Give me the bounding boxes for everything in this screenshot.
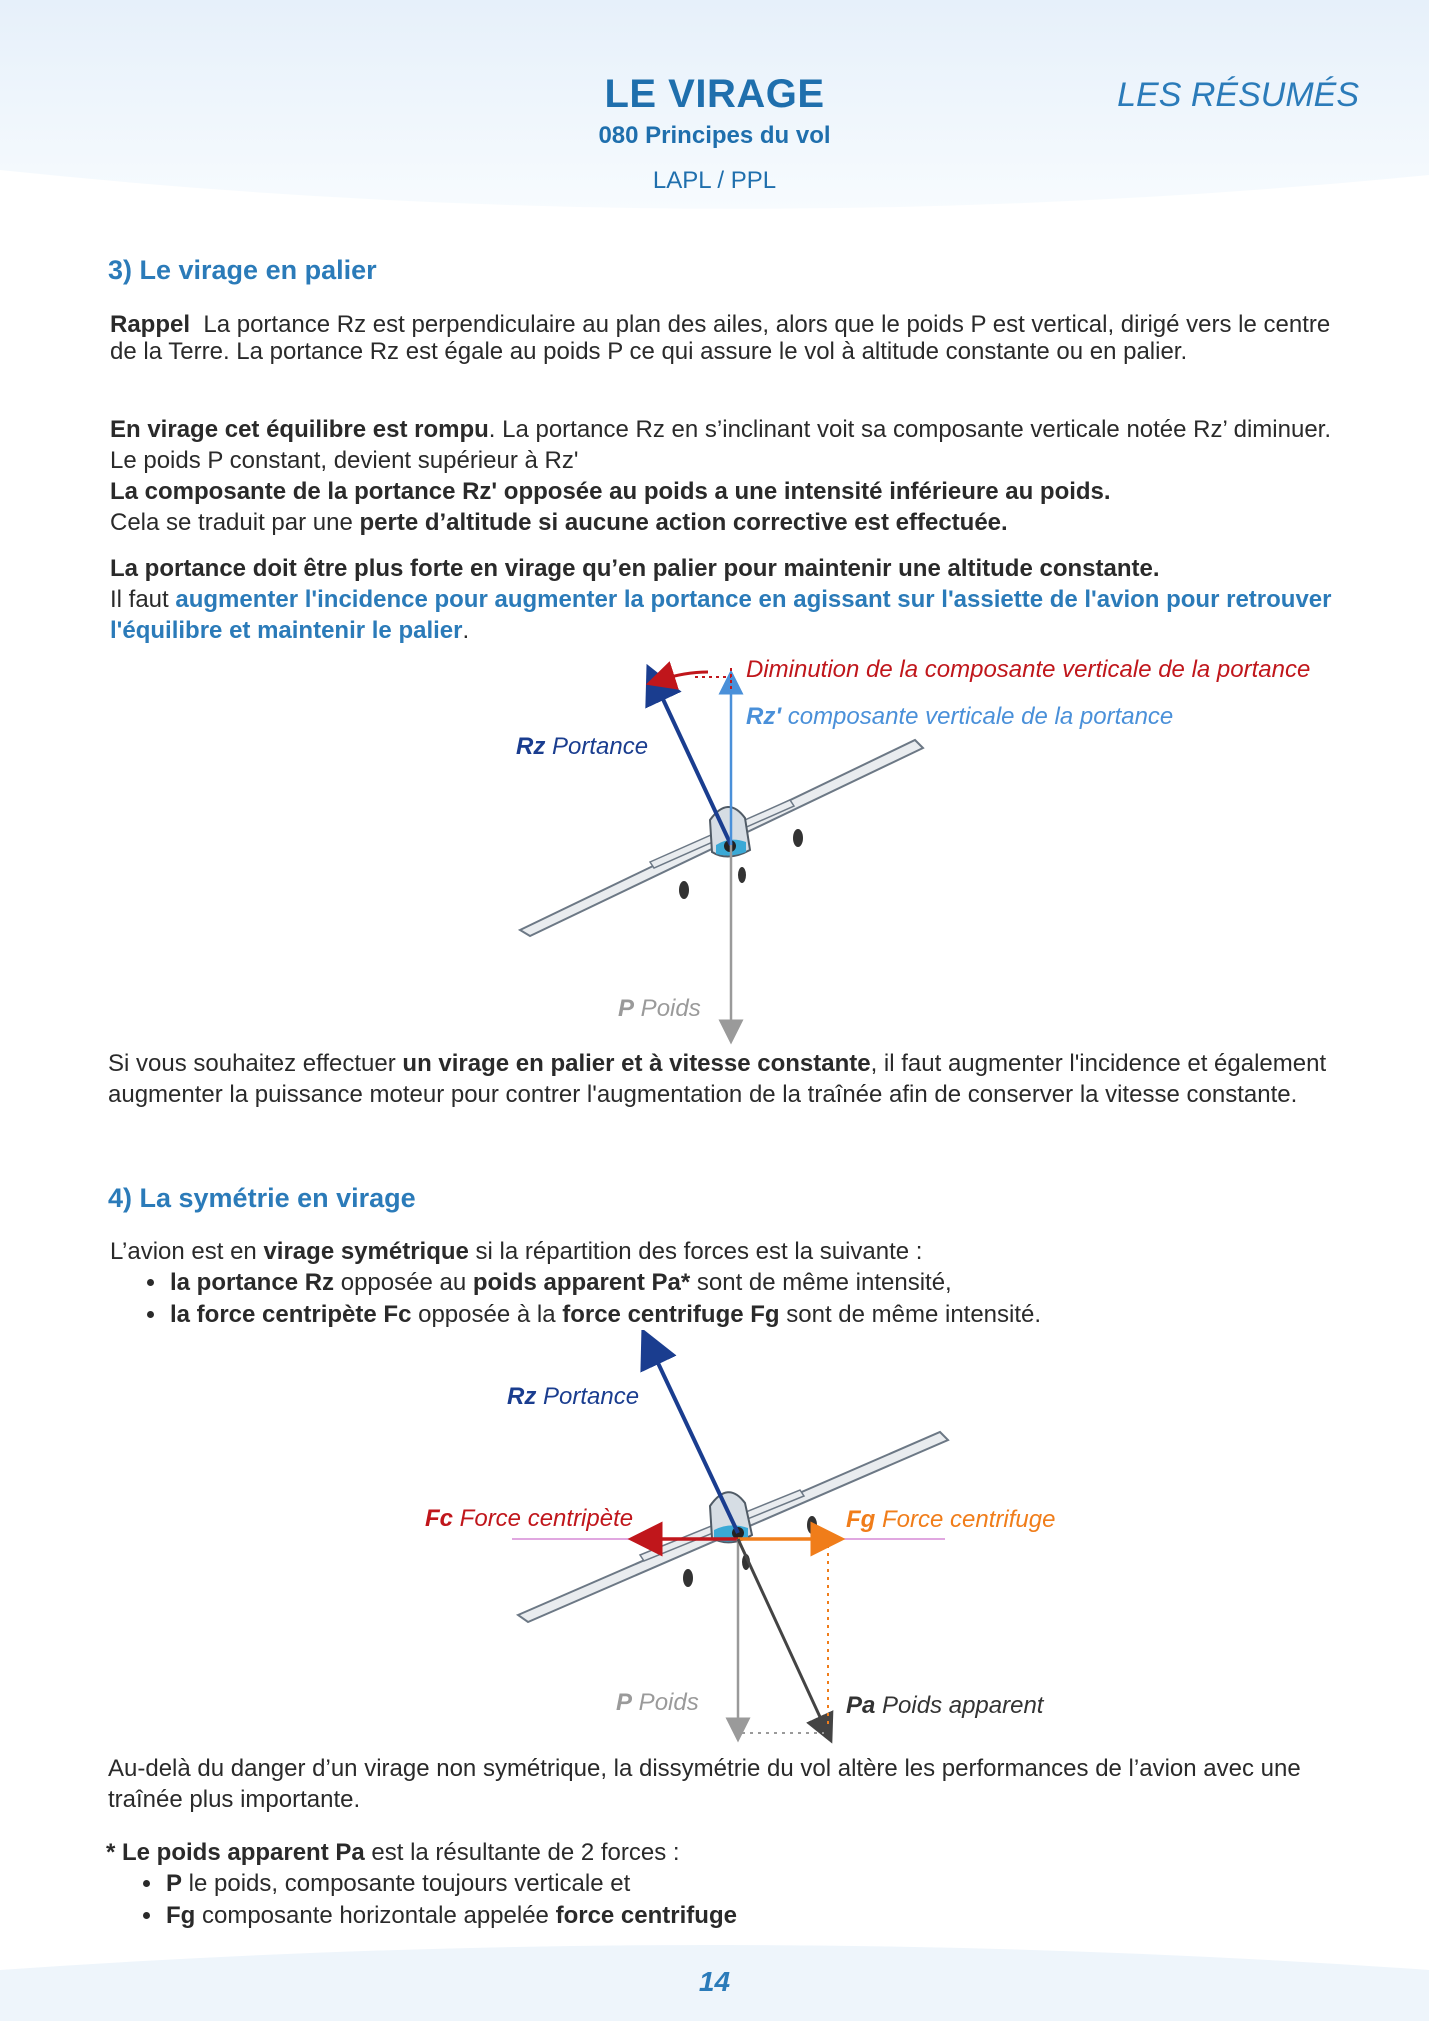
equilibrium-text: . La portance Rz en s’inclinant voit sa composante verticale notée Rz’ diminuer. Le poids P constant, devient supérieur à Rz' (110, 416, 1331, 474)
rappel-text: La portance Rz est perpendiculaire au plan des ailes, alors que le poids P est vertical, dirigé vers le centre de la Terre. La portance Rz est égale au poids P ce qui assure le vol à altitude constante ou en palier. (110, 311, 1331, 365)
note-intro: * Le poids apparent Pa est la résultante de 2 forces : (106, 1839, 680, 1866)
rappel-label: Rappel (110, 311, 191, 338)
symmetry-block (110, 1236, 1340, 1331)
diminution-label: Diminution de la composante verticale de la portance (746, 656, 1311, 683)
symmetry-intro: L’avion est en virage symétrique si la répartition des forces est la suivante : (110, 1238, 923, 1265)
series-label: LES RÉSUMÉS (1117, 76, 1359, 114)
list-item: • Fg composante horizontale appelée force centrifuge (164, 1900, 1336, 1932)
equilibrium-paragraph (110, 414, 1340, 476)
level-constant-speed-bold: un virage en palier et à vitesse constante (402, 1050, 871, 1077)
stronger-lift-bold: La portance doit être plus forte en virage qu’en palier pour maintenir une altitude constante. (110, 555, 1160, 582)
altitude-loss-text: Cela se traduit par une (110, 509, 360, 536)
note-list (106, 1868, 1336, 1932)
level-constant-speed-paragraph: Si vous souhaitez effectuer un virage en palier et à vitesse constante, il faut augmenter l'incidence et également augmenter la puissance moteur pour contrer l'augmentation de la traînée afin de conserver la vitesse constante. (108, 1050, 1327, 1108)
altitude-loss-line (110, 507, 1340, 538)
level-turn-diagram (0, 640, 1429, 1050)
list-item: • P le poids, composante toujours verticale et (164, 1868, 1336, 1900)
rz-label: Rz Portance (516, 733, 649, 760)
equilibrium-block (110, 414, 1340, 538)
pa-label: Pa Poids apparent (846, 1692, 1044, 1719)
correction-block (110, 553, 1345, 646)
page-number: 14 (698, 1966, 731, 1997)
p-label: P Poids (618, 995, 701, 1022)
list-item: • la force centripète Fc opposée à la force centrifuge Fg sont de même intensité. (168, 1299, 1340, 1331)
stronger-lift-line (110, 553, 1345, 584)
asymmetry-paragraph: Au-delà du danger d’un virage non symétrique, la dissymétrie du vol altère les performances de l’avion avec une traînée plus importante. (108, 1755, 1301, 1813)
document-subtitle: 080 Principes du vol (598, 122, 831, 149)
rz-label: Rz Portance (507, 1383, 640, 1410)
document-title: LE VIRAGE (604, 72, 825, 116)
altitude-loss-bold: perte d’altitude si aucune action corrective est effectuée. (359, 509, 1008, 536)
rappel-paragraph (110, 311, 1340, 365)
section-4-heading: 4) La symétrie en virage (108, 1183, 416, 1213)
lift-component-bold: La composante de la portance Rz' opposée au poids a une intensité inférieure au poids. (110, 478, 1111, 505)
incidence-end: . (462, 617, 470, 644)
rz-prime-label: Rz' composante verticale de la portance (746, 703, 1174, 730)
document-level: LAPL / PPL (652, 167, 777, 194)
lift-vector-rz (655, 682, 731, 845)
fc-label: Fc Force centripète (425, 1505, 634, 1532)
lift-component-line (110, 476, 1340, 507)
apparent-weight-vector-pa (738, 1539, 826, 1730)
diminution-arc (660, 672, 708, 680)
section-3-heading: 3) Le virage en palier (108, 255, 377, 285)
lift-vector-rz (650, 1346, 738, 1533)
incidence-lead: Il faut (110, 586, 176, 613)
incidence-highlight: augmenter l'incidence pour augmenter la portance en agissant sur l'assiette de l'avion pour retrouver l'équilibre et maintenir le palier (110, 586, 1332, 644)
incidence-paragraph (110, 584, 1345, 646)
symmetry-list (110, 1267, 1340, 1331)
equilibrium-bold: En virage cet équilibre est rompu (110, 416, 489, 443)
list-item: • la portance Rz opposée au poids apparent Pa* sont de même intensité, (168, 1267, 1340, 1299)
p-label: P Poids (616, 1689, 699, 1716)
airplane-illustration-1 (520, 740, 923, 936)
apparent-weight-note (106, 1837, 1336, 1932)
fg-label: Fg Force centrifuge (846, 1506, 1056, 1533)
symmetric-turn-diagram (0, 1330, 1429, 1750)
